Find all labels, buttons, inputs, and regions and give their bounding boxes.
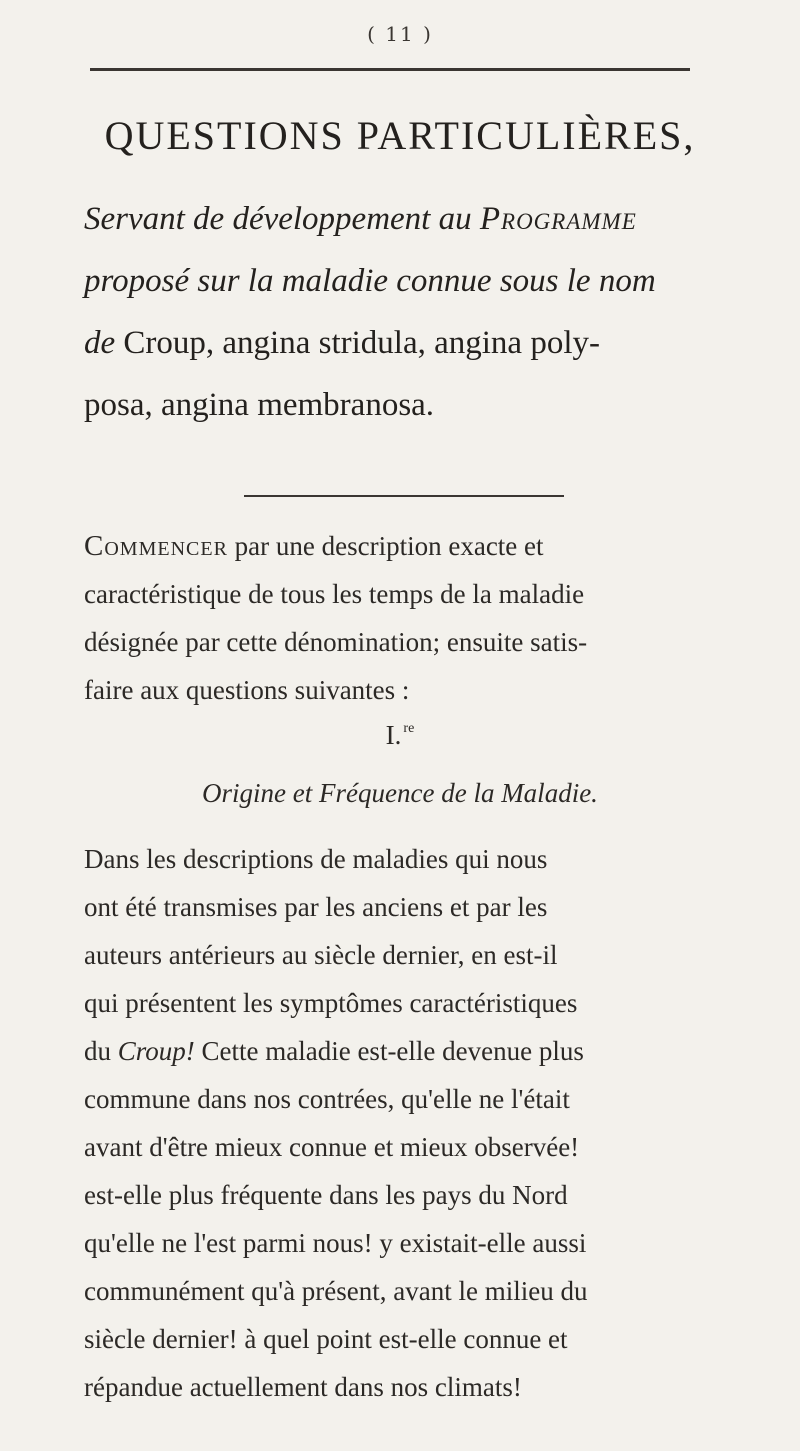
section-line-6: commune dans nos contrées, qu'elle ne l'était — [84, 1084, 570, 1114]
section-number-sup: re — [403, 721, 415, 736]
section-line-2: ont été transmises par les anciens et par les — [84, 892, 548, 922]
section-number — [0, 720, 800, 751]
subtitle-line-1 — [84, 188, 744, 250]
subtitle-line-2-text: proposé sur la maladie connue sous le nom — [84, 263, 656, 299]
page-number: ( 11 ) — [367, 22, 433, 46]
section-line-7: avant d'être mieux connue et mieux observée! — [84, 1132, 580, 1162]
intro-drop-word: Commencer — [84, 530, 228, 562]
top-rule — [90, 68, 690, 71]
subtitle-line-1-text: Servant de développement au — [84, 201, 480, 237]
intro-line-3: désignée par cette dénomination; ensuite satis- — [84, 627, 588, 657]
intro-line-1-text: par une description exacte et — [227, 531, 544, 561]
subtitle — [84, 188, 744, 436]
subtitle-line-3-prefix: de — [84, 325, 116, 361]
section-line-5-prefix: du — [84, 1036, 118, 1066]
section-line-3: auteurs antérieurs au siècle dernier, en est-il — [84, 940, 558, 970]
section-line-1: Dans les descriptions de maladies qui nous — [84, 844, 548, 874]
section-line-11: siècle dernier! à quel point est-elle connue et — [84, 1324, 568, 1354]
subtitle-line-3-text: Croup, angina stridula, angina poly- — [115, 325, 600, 361]
croup-word: Croup! — [117, 1036, 195, 1066]
intro-line-4: faire aux questions suivantes : — [84, 675, 410, 705]
section-number-text: I. — [385, 720, 402, 750]
section-line-9: qu'elle ne l'est parmi nous! y existait-elle aussi — [84, 1228, 587, 1258]
section-paragraph — [84, 835, 744, 1411]
subtitle-line-4: posa, angina membranosa. — [84, 387, 435, 423]
programme-word: Programme — [479, 201, 637, 237]
section-title: Origine et Fréquence de la Maladie. — [202, 778, 598, 808]
section-line-5 — [84, 1027, 744, 1075]
section-line-10: communément qu'à présent, avant le milieu du — [84, 1276, 588, 1306]
intro-line-1 — [84, 522, 744, 570]
section-line-12: répandue actuellement dans nos climats! — [84, 1372, 522, 1402]
section-divider — [244, 495, 564, 497]
subtitle-line-3 — [84, 312, 744, 374]
subtitle-line-2 — [84, 250, 744, 312]
intro-paragraph — [84, 522, 744, 714]
intro-line-2: caractéristique de tous les temps de la maladie — [84, 579, 585, 609]
main-heading: QUESTIONS PARTICULIÈRES, — [104, 113, 696, 158]
section-line-4: qui présentent les symptômes caractéristiques — [84, 988, 578, 1018]
section-line-5-text: Cette maladie est-elle devenue plus — [194, 1036, 584, 1066]
section-line-8: est-elle plus fréquente dans les pays du Nord — [84, 1180, 568, 1210]
